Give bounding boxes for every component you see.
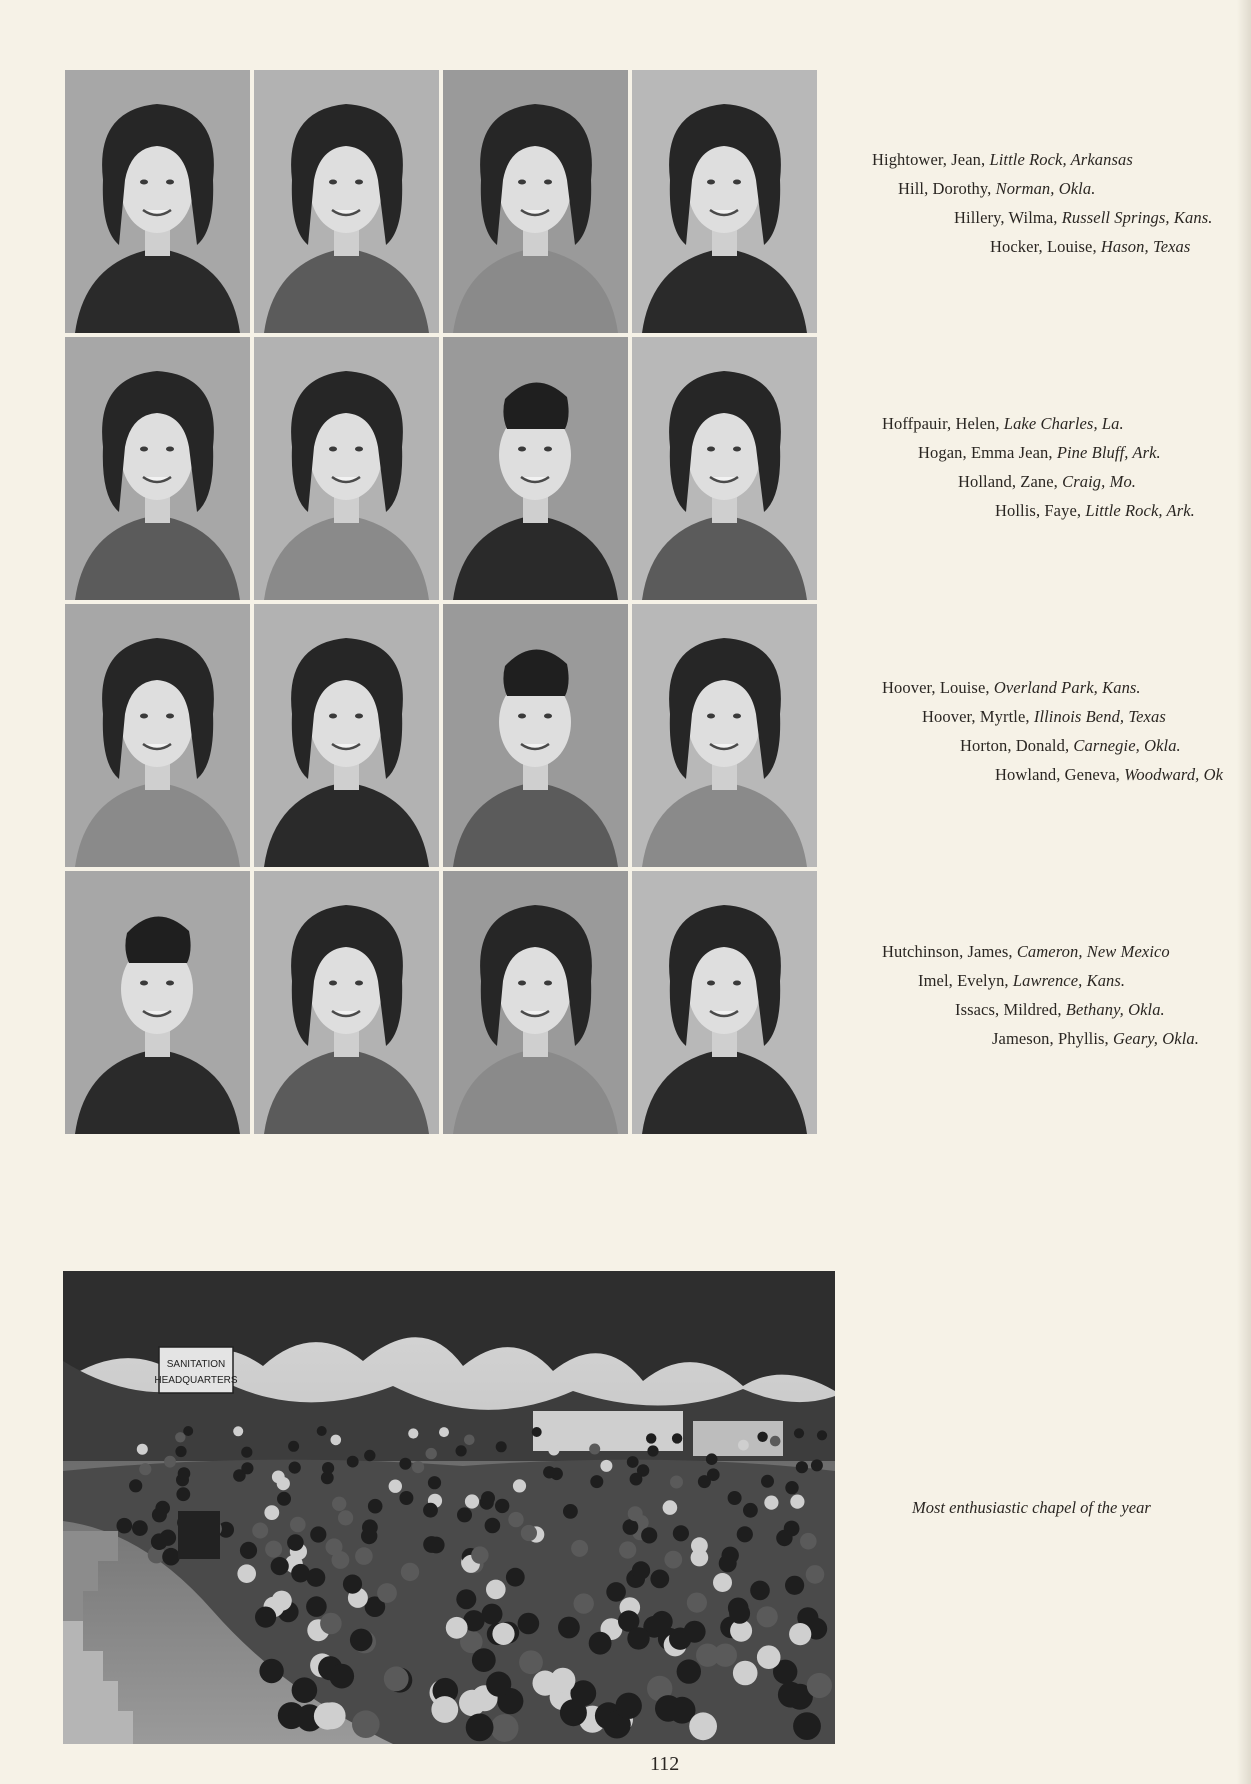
student-name-line	[918, 443, 1161, 463]
student-hometown: Illinois Bend, Texas	[1033, 707, 1166, 726]
student-name: Hoffpauir, Helen,	[882, 414, 1004, 433]
student-hometown: Pine Bluff, Ark.	[1056, 443, 1161, 462]
portrait-r2-c2	[254, 337, 439, 600]
student-name-line	[960, 736, 1181, 756]
portrait-r4-c4	[632, 871, 817, 1134]
portrait-r3-c2	[254, 604, 439, 867]
student-name: Hoover, Myrtle,	[922, 707, 1034, 726]
student-name: Horton, Donald,	[960, 736, 1074, 755]
portrait-r1-c2	[254, 70, 439, 333]
student-name-line	[990, 237, 1190, 257]
student-name: Hocker, Louise,	[990, 237, 1101, 256]
portrait-r1-c1	[65, 70, 250, 333]
photo-caption: Most enthusiastic chapel of the year	[912, 1498, 1151, 1517]
student-name-line	[958, 472, 1136, 492]
student-name-line	[882, 414, 1124, 434]
student-name: Hill, Dorothy,	[898, 179, 996, 198]
student-name-line	[918, 971, 1125, 991]
portrait-r4-c1	[65, 871, 250, 1134]
student-name: Howland, Geneva,	[995, 765, 1125, 784]
portrait-r4-c2	[254, 871, 439, 1134]
chapel-crowd-photo	[63, 1271, 835, 1744]
student-name-line	[882, 942, 1170, 962]
student-name-line	[955, 1000, 1165, 1020]
student-hometown: Lawrence, Kans.	[1012, 971, 1126, 990]
portrait-r3-c4	[632, 604, 817, 867]
student-name: Hightower, Jean,	[872, 150, 990, 169]
student-name: Hogan, Emma Jean,	[918, 443, 1057, 462]
student-name-line	[882, 678, 1141, 698]
portrait-r2-c4	[632, 337, 817, 600]
student-hometown: Russell Springs, Kans.	[1061, 208, 1213, 227]
student-name: Hutchinson, James,	[882, 942, 1017, 961]
portrait-r3-c1	[65, 604, 250, 867]
page-edge-shadow	[1237, 0, 1251, 1784]
student-hometown: Geary, Okla.	[1112, 1029, 1199, 1048]
student-hometown: Hason, Texas	[1100, 237, 1191, 256]
student-hometown: Lake Charles, La.	[1003, 414, 1124, 433]
student-hometown: Little Rock, Ark.	[1085, 501, 1195, 520]
student-name-line	[922, 707, 1166, 727]
student-name: Hoover, Louise,	[882, 678, 994, 697]
portrait-r1-c4	[632, 70, 817, 333]
student-name: Hollis, Faye,	[995, 501, 1086, 520]
student-hometown: Norman, Okla.	[995, 179, 1096, 198]
student-name-line	[995, 765, 1223, 785]
student-name: Imel, Evelyn,	[918, 971, 1013, 990]
sanitation-sign-text: SANITATION HEADQUARTERS	[154, 1359, 238, 1386]
student-hometown: Bethany, Okla.	[1065, 1000, 1165, 1019]
student-name: Holland, Zane,	[958, 472, 1063, 491]
portrait-r4-c3	[443, 871, 628, 1134]
student-name: Jameson, Phyllis,	[992, 1029, 1113, 1048]
student-hometown: Cameron, New Mexico	[1016, 942, 1170, 961]
portrait-r2-c1	[65, 337, 250, 600]
student-name-line	[872, 150, 1133, 170]
student-hometown: Overland Park, Kans.	[993, 678, 1141, 697]
portrait-r1-c3	[443, 70, 628, 333]
portrait-r3-c3	[443, 604, 628, 867]
student-name: Issacs, Mildred,	[955, 1000, 1066, 1019]
student-hometown: Carnegie, Okla.	[1073, 736, 1181, 755]
page-number: 112	[650, 1753, 680, 1775]
sanitation-sign	[159, 1347, 233, 1393]
student-name-line	[898, 179, 1095, 199]
student-name-line	[992, 1029, 1199, 1049]
student-name: Hillery, Wilma,	[954, 208, 1062, 227]
portrait-r2-c3	[443, 337, 628, 600]
student-hometown: Woodward, Ok	[1124, 765, 1224, 784]
student-hometown: Craig, Mo.	[1062, 472, 1137, 491]
student-name-line	[995, 501, 1195, 521]
portrait-grid	[65, 70, 819, 1134]
student-name-line	[954, 208, 1212, 228]
student-hometown: Little Rock, Arkansas	[989, 150, 1133, 169]
